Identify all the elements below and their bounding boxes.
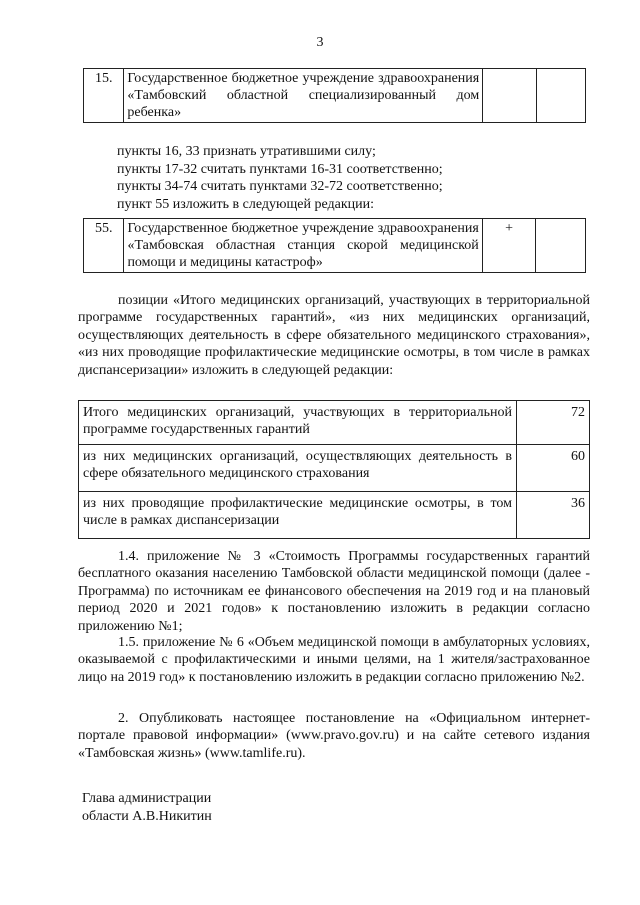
signature-title: Глава администрации	[82, 791, 212, 806]
totals-table	[78, 400, 590, 539]
totals-label: Итого медицинских организаций, участвующих в территориальной программе государственных гарантий	[79, 401, 517, 445]
page-number: 3	[316, 35, 324, 50]
mark-cell-1: +	[482, 219, 536, 273]
table-row-15	[83, 68, 586, 123]
totals-value: 36	[517, 492, 590, 539]
mark-cell-2	[536, 69, 585, 123]
amendment-list	[117, 143, 443, 213]
amendment-line: пункты 17-32 считать пунктами 16-31 соответственно;	[117, 161, 443, 177]
totals-label: из них проводящие профилактические медицинские осмотры, в том числе в рамках диспансеризации	[79, 492, 517, 539]
amendment-line: пункт 55 изложить в следующей редакции:	[117, 196, 374, 212]
table-row	[79, 445, 590, 492]
table-row	[79, 401, 590, 445]
totals-value: 60	[517, 445, 590, 492]
mark-cell-1	[483, 69, 536, 123]
institution-name: Государственное бюджетное учреждение здравоохранения «Тамбовский областной специализированный дом ребенка»	[124, 69, 483, 123]
signature-name: области А.В.Никитин	[82, 808, 212, 824]
paragraph-1-5: 1.5. приложение № 6 «Объем медицинской помощи в амбулаторных условиях, оказываемой с профилактическими и иными целями, на 1 жителя/застрахованное лицо на 2019 год» к постановлению изложить в редакции согласно приложению №2.	[78, 635, 590, 685]
table-row	[84, 69, 586, 123]
institution-name: Государственное бюджетное учреждение здравоохранения «Тамбовская областная станция скорой медицинской помощи и медицины катастроф»	[124, 219, 482, 273]
totals-label: из них медицинских организаций, осуществляющих деятельность в сфере обязательного медицинского страхования	[79, 445, 517, 492]
table-row	[79, 492, 590, 539]
mark-cell-2	[536, 219, 586, 273]
paragraph-1-4: 1.4. приложение № 3 «Стоимость Программы государственных гарантий бесплатного оказания населению Тамбовской области медицинской помощи (далее - Программа) по источникам ее финансового обеспечения на 2019 год и на плановый период 2020 и 2021 годов» к постановлению изложить в редакции согласно приложению №1;	[78, 549, 590, 634]
table-row	[84, 219, 586, 273]
signature-block	[82, 790, 212, 825]
amendment-line: пункты 34-74 считать пунктами 32-72 соответственно;	[117, 179, 443, 194]
positions-paragraph: позиции «Итого медицинских организаций, участвующих в территориальной программе государственных гарантий», «из них медицинских организаций, осуществляющих деятельность в сфере обязательного медицинского страхования», «из них проводящие профилактические медицинские осмотры, в том числе в рамках диспансеризации» изложить в следующей редакции:	[78, 293, 590, 378]
table-row-55	[83, 218, 586, 273]
paragraph-2: 2. Опубликовать настоящее постановление на «Официальном интернет-портале правовой информации» (www.pravo.gov.ru) и на сайте сетевого издания «Тамбовская жизнь» (www.tamlife.ru).	[78, 711, 590, 761]
amendment-line: пункты 16, 33 признать утратившими силу;	[117, 144, 376, 159]
totals-value: 72	[517, 401, 590, 445]
row-number: 55.	[84, 219, 124, 273]
row-number: 15.	[84, 69, 124, 123]
